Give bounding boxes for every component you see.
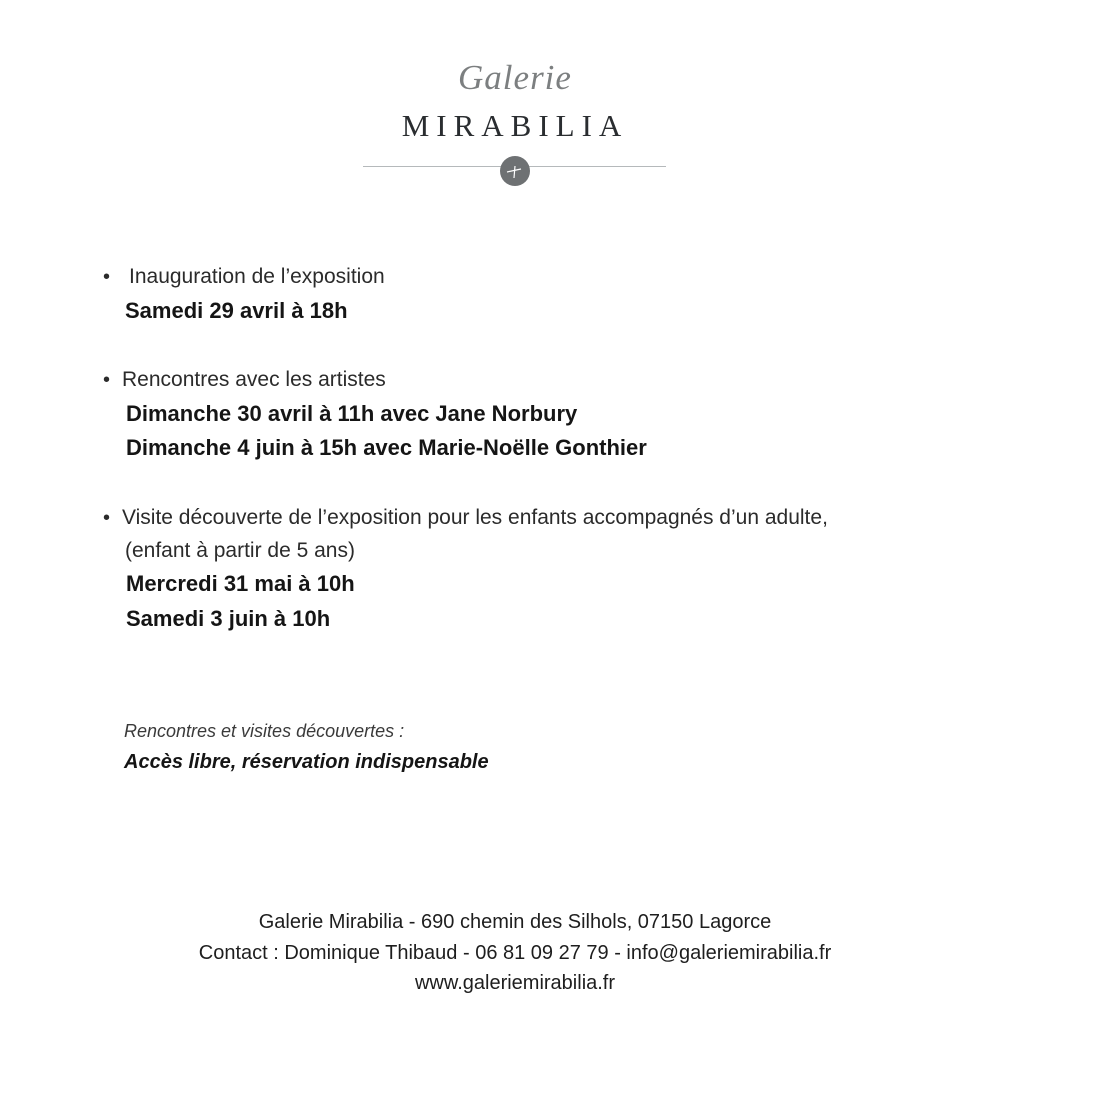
footer-address: Galerie Mirabilia - 690 chemin des Silhols, 07150 Lagorce — [258, 911, 772, 933]
event-title: Inauguration de l’exposition — [129, 265, 385, 288]
event-date: Samedi 3 juin à 10h — [126, 606, 331, 631]
event-date: Mercredi 31 mai à 10h — [126, 571, 355, 596]
footer-website-link[interactable]: www.galeriemirabilia.fr — [414, 972, 616, 994]
gallery-emblem-icon — [499, 155, 531, 187]
bullet-icon: • — [103, 369, 111, 391]
note-value: Accès libre, réservation indispensable — [124, 751, 489, 773]
event-title: Visite découverte de l’exposition pour les enfants accompagnés d’un adulte, — [122, 506, 828, 529]
event-subtitle: (enfant à partir de 5 ans) — [125, 539, 355, 562]
logo-mirabilia-word: MIRABILIA — [401, 108, 629, 143]
event-title: Rencontres avec les artistes — [122, 368, 386, 391]
event-date: Dimanche 30 avril à 11h avec Jane Norbury — [126, 401, 578, 426]
footer-contact: Contact : Dominique Thibaud - 06 81 09 27 79 - info@galeriemirabilia.fr — [198, 942, 832, 964]
logo-galerie-word: Galerie — [458, 58, 572, 97]
event-date: Samedi 29 avril à 18h — [125, 298, 348, 323]
bullet-icon: • — [103, 266, 111, 288]
bullet-icon: • — [103, 507, 111, 529]
event-date: Dimanche 4 juin à 15h avec Marie-Noëlle Gonthier — [126, 435, 647, 460]
note-label: Rencontres et visites découvertes : — [124, 721, 405, 741]
